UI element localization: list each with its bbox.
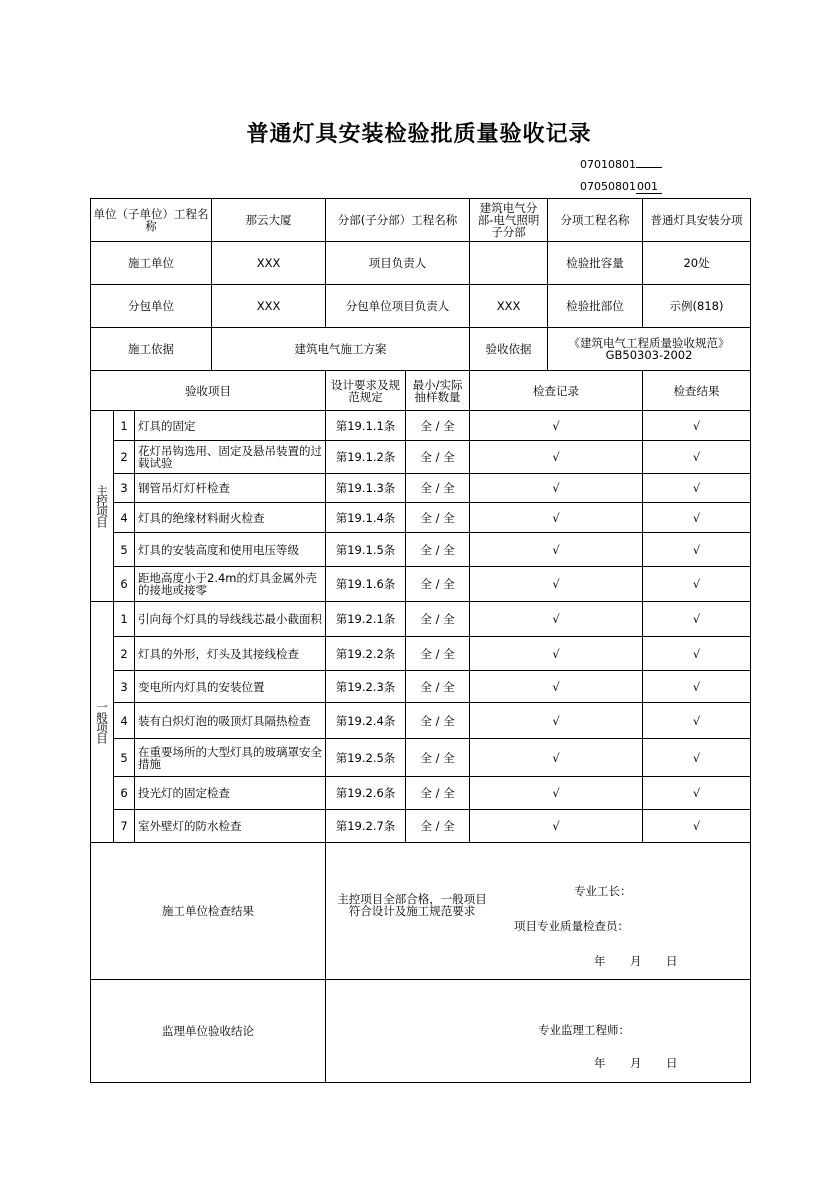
page-title: 普通灯具安装检验批质量验收记录 — [246, 121, 592, 147]
accept-basis-label: 验收依据 — [470, 328, 548, 371]
row-name: 投光灯的固定检查 — [135, 777, 326, 810]
row-sample: 全 / 全 — [406, 739, 470, 777]
row-record: √ — [470, 637, 643, 671]
row-name: 变电所内灯具的安装位置 — [135, 671, 326, 703]
row-spec: 第19.2.1条 — [326, 602, 406, 637]
row-result: √ — [643, 411, 751, 441]
date-year: 年 — [594, 954, 606, 968]
row-name: 室外壁灯的防水检查 — [135, 810, 326, 843]
accept-basis-value: 《建筑电气工程质量验收规范》GB50303-2002 — [548, 328, 751, 371]
basis-value: 建筑电气施工方案 — [212, 328, 470, 371]
table-row — [91, 411, 751, 441]
col-item: 验收项目 — [91, 371, 326, 411]
row-result: √ — [643, 533, 751, 567]
row-spec: 第19.1.4条 — [326, 503, 406, 533]
row-sample: 全 / 全 — [406, 441, 470, 474]
supervisor-check-row — [91, 980, 751, 1083]
row-sample: 全 / 全 — [406, 411, 470, 441]
code-number: 07050801 — [580, 180, 636, 193]
unit-label: 单位（子单位）工程名称 — [91, 199, 212, 242]
header-row-2 — [91, 242, 751, 285]
code-suffix — [636, 167, 662, 168]
row-name: 在重要场所的大型灯具的玻璃罩安全措施 — [135, 739, 326, 777]
row-sample: 全 / 全 — [406, 567, 470, 602]
row-no: 3 — [114, 671, 135, 703]
supervisor-check-label: 监理单位验收结论 — [91, 980, 326, 1083]
row-spec: 第19.2.7条 — [326, 810, 406, 843]
unit-value: 那云大厦 — [212, 199, 326, 242]
row-result: √ — [643, 474, 751, 503]
row-spec: 第19.2.2条 — [326, 637, 406, 671]
row-no: 2 — [114, 637, 135, 671]
col-sample: 最小/实际抽样数量 — [406, 371, 470, 411]
row-spec: 第19.2.5条 — [326, 739, 406, 777]
pm-label: 项目负责人 — [326, 242, 470, 285]
capacity-value: 20处 — [643, 242, 751, 285]
row-sample: 全 / 全 — [406, 637, 470, 671]
subitem-label: 分项工程名称 — [548, 199, 643, 242]
row-record: √ — [470, 739, 643, 777]
row-record: √ — [470, 602, 643, 637]
table-row — [91, 739, 751, 777]
contractor-value: XXX — [212, 242, 326, 285]
row-result: √ — [643, 739, 751, 777]
foreman-label: 专业工长： — [574, 884, 632, 898]
pm-value — [470, 242, 548, 285]
main-group-label: 主控项目 — [91, 411, 114, 602]
contractor-label: 施工单位 — [91, 242, 212, 285]
table-row — [91, 441, 751, 474]
engineer-label: 专业监理工程师： — [538, 1023, 631, 1037]
row-no: 7 — [114, 810, 135, 843]
table-row — [91, 777, 751, 810]
row-name: 灯具的外形，灯头及其接线检查 — [135, 637, 326, 671]
table-row — [91, 503, 751, 533]
column-header-row — [91, 371, 751, 411]
row-spec: 第19.1.3条 — [326, 474, 406, 503]
row-name: 引向每个灯具的导线线芯最小截面积 — [135, 602, 326, 637]
row-record: √ — [470, 703, 643, 739]
table-row — [91, 602, 751, 637]
row-spec: 第19.2.3条 — [326, 671, 406, 703]
row-sample: 全 / 全 — [406, 703, 470, 739]
subcontractor-value: XXX — [212, 285, 326, 328]
code-line-2 — [580, 180, 662, 194]
row-record: √ — [470, 533, 643, 567]
row-result: √ — [643, 671, 751, 703]
row-record: √ — [470, 474, 643, 503]
row-no: 6 — [114, 777, 135, 810]
row-no: 5 — [114, 739, 135, 777]
table-row — [91, 637, 751, 671]
general-group-label: 一般项目 — [91, 602, 114, 843]
row-sample: 全 / 全 — [406, 503, 470, 533]
inspector-label: 项目专业质量检查员： — [514, 919, 630, 933]
row-result: √ — [643, 703, 751, 739]
table-row — [91, 533, 751, 567]
header-row-1 — [91, 199, 751, 242]
row-sample: 全 / 全 — [406, 810, 470, 843]
code-suffix: 001 — [636, 181, 662, 194]
location-label: 检验批部位 — [548, 285, 643, 328]
table-row — [91, 567, 751, 602]
row-name: 花灯吊钩选用、固定及悬吊装置的过载试验 — [135, 441, 326, 474]
row-name: 灯具的绝缘材料耐火检查 — [135, 503, 326, 533]
row-no: 1 — [114, 411, 135, 441]
row-no: 4 — [114, 503, 135, 533]
row-sample: 全 / 全 — [406, 474, 470, 503]
row-result: √ — [643, 637, 751, 671]
row-spec: 第19.2.4条 — [326, 703, 406, 739]
row-record: √ — [470, 411, 643, 441]
date-day: 日 — [666, 954, 678, 968]
row-record: √ — [470, 777, 643, 810]
table-row — [91, 474, 751, 503]
row-result: √ — [643, 503, 751, 533]
date-day: 日 — [666, 1056, 678, 1070]
row-no: 6 — [114, 567, 135, 602]
col-record: 检查记录 — [470, 371, 643, 411]
row-result: √ — [643, 777, 751, 810]
row-sample: 全 / 全 — [406, 602, 470, 637]
row-sample: 全 / 全 — [406, 533, 470, 567]
row-record: √ — [470, 503, 643, 533]
row-no: 5 — [114, 533, 135, 567]
row-name: 灯具的安装高度和使用电压等级 — [135, 533, 326, 567]
contractor-check-content — [326, 843, 751, 980]
row-result: √ — [643, 441, 751, 474]
subitem-value: 普通灯具安装分项 — [643, 199, 751, 242]
code-line-1 — [580, 158, 662, 171]
row-spec: 第19.1.1条 — [326, 411, 406, 441]
header-row-4 — [91, 328, 751, 371]
capacity-label: 检验批容量 — [548, 242, 643, 285]
row-spec: 第19.1.5条 — [326, 533, 406, 567]
row-record: √ — [470, 810, 643, 843]
row-result: √ — [643, 810, 751, 843]
date-month: 月 — [630, 954, 642, 968]
supervisor-check-content — [326, 980, 751, 1083]
contractor-check-row — [91, 843, 751, 980]
header-row-3 — [91, 285, 751, 328]
row-name: 钢管吊灯灯杆检查 — [135, 474, 326, 503]
date-month: 月 — [630, 1056, 642, 1070]
row-name: 距地高度小于2.4m的灯具金属外壳的接地或接零 — [135, 567, 326, 602]
row-no: 3 — [114, 474, 135, 503]
division-label: 分部(子分部）工程名称 — [326, 199, 470, 242]
row-spec: 第19.1.6条 — [326, 567, 406, 602]
row-no: 1 — [114, 602, 135, 637]
table-row — [91, 703, 751, 739]
row-spec: 第19.1.2条 — [326, 441, 406, 474]
row-record: √ — [470, 567, 643, 602]
location-value: 示例(818) — [643, 285, 751, 328]
table-row — [91, 671, 751, 703]
inspection-form — [90, 198, 751, 1083]
row-name: 灯具的固定 — [135, 411, 326, 441]
row-no: 2 — [114, 441, 135, 474]
row-record: √ — [470, 671, 643, 703]
row-record: √ — [470, 441, 643, 474]
row-name: 装有白炽灯泡的吸顶灯具隔热检查 — [135, 703, 326, 739]
contractor-conclusion: 主控项目全部合格，一般项目符合设计及施工规范要求 — [337, 892, 487, 918]
row-sample: 全 / 全 — [406, 671, 470, 703]
code-number: 07010801 — [580, 158, 636, 171]
col-design: 设计要求及规范规定 — [326, 371, 406, 411]
subcontractor-label: 分包单位 — [91, 285, 212, 328]
sub-pm-label: 分包单位项目负责人 — [326, 285, 470, 328]
row-spec: 第19.2.6条 — [326, 777, 406, 810]
table-row — [91, 810, 751, 843]
date-year: 年 — [594, 1056, 606, 1070]
basis-label: 施工依据 — [91, 328, 212, 371]
row-result: √ — [643, 602, 751, 637]
row-no: 4 — [114, 703, 135, 739]
contractor-check-label: 施工单位检查结果 — [91, 843, 326, 980]
row-sample: 全 / 全 — [406, 777, 470, 810]
col-result: 检查结果 — [643, 371, 751, 411]
row-result: √ — [643, 567, 751, 602]
sub-pm-value: XXX — [470, 285, 548, 328]
division-value: 建筑电气分部-电气照明子分部 — [470, 199, 548, 242]
